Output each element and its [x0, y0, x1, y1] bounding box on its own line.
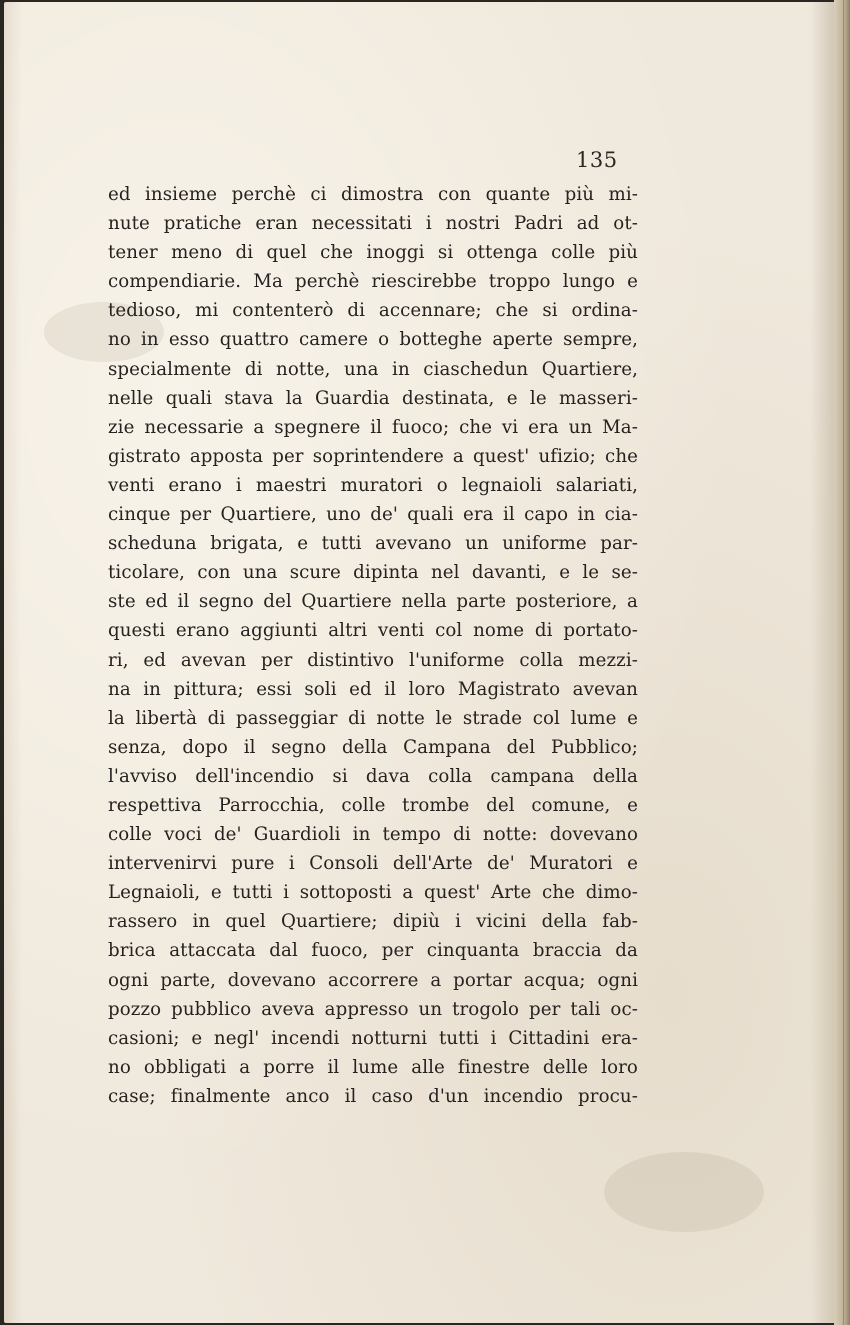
- text-line: intervenirvi pure i Consoli dell'Arte de' Muratori e: [108, 853, 638, 875]
- text-line: compendiarie. Ma perchè riescirebbe troppo lungo e: [108, 271, 638, 293]
- text-line: ri, ed avevan per distintivo l'uniforme colla mezzi-: [108, 649, 638, 671]
- text-line: specialmente di notte, una in ciaschedun Quartiere,: [108, 358, 638, 380]
- text-line: l'avviso dell'incendio si dava colla campana della: [108, 765, 638, 787]
- text-line: ste ed il segno del Quartiere nella parte posteriore, a: [108, 591, 638, 613]
- text-line: tedioso, mi contenterò di accennare; che si ordina-: [108, 300, 638, 322]
- text-line: Legnaioli, e tutti i sottoposti a quest' Arte che dimo-: [108, 882, 638, 904]
- text-line: nute pratiche eran necessitati i nostri Padri ad ot-: [108, 213, 638, 235]
- text-line: rassero in quel Quartiere; dipiù i vicini della fab-: [108, 911, 638, 933]
- text-line: na in pittura; essi soli ed il loro Magistrato avevan: [108, 678, 638, 700]
- text-line: no in esso quattro camere o botteghe aperte sempre,: [108, 329, 638, 351]
- text-line: senza, dopo il segno della Campana del Pubblico;: [108, 736, 638, 758]
- text-line: casioni; e negl' incendi notturni tutti i Cittadini era-: [108, 1027, 638, 1049]
- text-line: pozzo pubblico aveva appresso un trogolo per tali oc-: [108, 998, 638, 1020]
- page-edge-line: [843, 0, 844, 1325]
- text-line: la libertà di passeggiar di notte le strade col lume e: [108, 707, 638, 729]
- text-line: brica attaccata dal fuoco, per cinquanta braccia da: [108, 940, 638, 962]
- text-line: ticolare, con una scure dipinta nel davanti, e le se-: [108, 562, 638, 584]
- text-line: colle voci de' Guardioli in tempo di notte: dovevano: [108, 824, 638, 846]
- text-line: nelle quali stava la Guardia destinata, e le masseri-: [108, 387, 638, 409]
- text-line: questi erano aggiunti altri venti col nome di portato-: [108, 620, 638, 642]
- text-line: ed insieme perchè ci dimostra con quante più mi-: [108, 184, 638, 205]
- text-line: venti erano i maestri muratori o legnaioli salariati,: [108, 474, 638, 496]
- text-line: scheduna brigata, e tutti avevano un uniforme par-: [108, 533, 638, 555]
- text-line: ogni parte, dovevano accorrere a portar acqua; ogni: [108, 969, 638, 991]
- page-edge: [834, 0, 850, 1325]
- body-text: [108, 180, 638, 1111]
- text-line: tener meno di quel che inoggi si ottenga colle più: [108, 242, 638, 264]
- book-page: [4, 2, 836, 1323]
- text-line: gistrato apposta per soprintendere a quest' ufizio; che: [108, 445, 638, 467]
- text-line: zie necessarie a spegnere il fuoco; che vi era un Ma-: [108, 416, 638, 438]
- text-line: respettiva Parrocchia, colle trombe del comune, e: [108, 794, 638, 816]
- text-line: cinque per Quartiere, uno de' quali era il capo in cia-: [108, 504, 638, 526]
- text-line: no obbligati a porre il lume alle finestre delle loro: [108, 1056, 638, 1078]
- text-line: case; finalmente anco il caso d'un incendio procu-: [108, 1085, 638, 1107]
- page-number: 135: [576, 148, 618, 172]
- paper-stain: [604, 1152, 764, 1232]
